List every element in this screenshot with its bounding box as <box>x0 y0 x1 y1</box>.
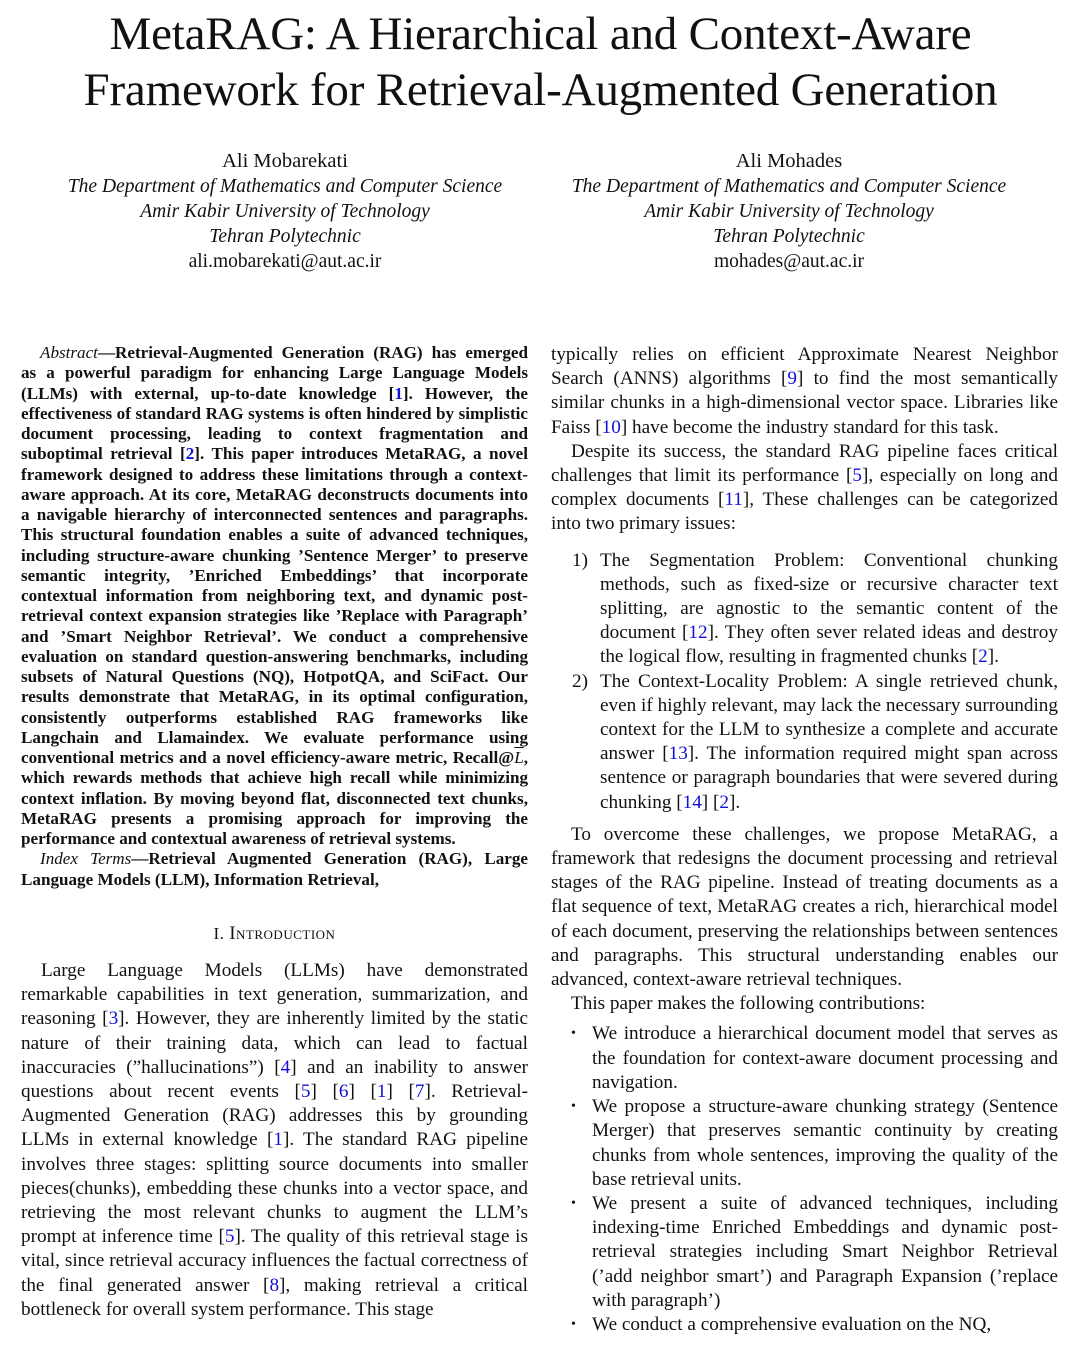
intro-paragraph-4: This paper makes the following contributions: <box>571 993 926 1015</box>
intro-paragraph-1-continued <box>551 343 1058 440</box>
author-block-1 <box>15 149 555 274</box>
citation-link[interactable]: 13 <box>668 743 688 765</box>
left-column <box>21 343 528 1322</box>
text: ]. <box>728 791 741 813</box>
citation-link[interactable]: 5 <box>852 465 862 487</box>
citation-link[interactable]: 11 <box>724 489 743 511</box>
citation-link[interactable]: 2 <box>978 646 988 668</box>
author-email[interactable]: mohades@aut.ac.ir <box>713 251 865 272</box>
list-item <box>551 670 1058 815</box>
author-department: The Department of Mathematics and Computer Science <box>571 176 1007 197</box>
intro-paragraph-3: To overcome these challenges, we propose MetaRAG, a framework that redesigns the document processing and retrieval stages of the RAG pipeline. Instead of treating documents as a flat sequence of text, MetaRAG creates a rich, hierarchical model of each document, preserving the relationships between sentences and paragraphs. This structural understanding enables our advanced, context-aware retrieval techniques. <box>551 823 1058 991</box>
citation-link[interactable]: 7 <box>414 1080 425 1102</box>
citation-link[interactable]: 9 <box>787 368 797 390</box>
author-email[interactable]: ali.mobarekati@aut.ac.ir <box>188 251 382 272</box>
text: ]. <box>987 646 999 668</box>
citation-link[interactable]: 1 <box>394 383 403 403</box>
section-number: I. <box>213 923 230 943</box>
citation-link[interactable]: 2 <box>719 791 729 813</box>
text: The Segmentation Problem: Conventional chunking methods, such as fixed-size or recursive character text splitting, are agnostic to the semantic content of the document [ <box>600 549 1058 644</box>
text: ], making retrieval a critical bottleneck for overall system performance. This stage <box>21 1274 528 1320</box>
citation-link[interactable]: 1 <box>376 1080 387 1102</box>
citation-link[interactable]: 5 <box>300 1080 311 1102</box>
text: ] [ <box>348 1080 377 1102</box>
text: ] to find the most semantically similar chunks in a high-dimensional vector space. Libraries like Faiss [ <box>551 368 1059 438</box>
abstract-text-4: , which rewards methods that achieve high recall while minimizing context inflation. By moving beyond flat, disconnected text chunks, MetaRAG presents a promising approach for improving the performance and contextual awareness of retrieval systems. <box>21 748 528 848</box>
author-department: The Department of Mathematics and Computer Science <box>67 176 503 197</box>
citation-link[interactable]: 12 <box>688 622 708 644</box>
text: ] [ <box>701 791 720 813</box>
text: ]. The quality of this retrieval stage is vital, since retrieval accuracy influences the factual correctness of the final generated answer [ <box>21 1226 528 1296</box>
paper-title-line-1: MetaRAG: A Hierarchical and Context-Aware <box>109 8 972 60</box>
intro-paragraph-1 <box>21 959 528 1322</box>
citation-link[interactable]: 10 <box>601 416 621 438</box>
text: ]. The standard RAG pipeline involves three stages: splitting source documents into smaller pieces(chunks), embedding these chunks into a vector space, and retrieving the most relevant chunks to augment the LLM’s prompt at inference time [ <box>21 1129 528 1248</box>
text: ] [ <box>310 1080 339 1102</box>
text: ]. Retrieval-Augmented Generation (RAG) addresses this by grounding LLMs in external knowledge [ <box>21 1080 529 1151</box>
intro-paragraph-2 <box>551 440 1058 537</box>
abstract-text-1: Retrieval-Augmented Generation (RAG) has emerged as a powerful paradigm for enhancing Large Language Models (LLMs) with external, up-to-date knowledge <box>21 343 528 403</box>
section-heading-introduction <box>21 922 528 946</box>
list-item <box>551 1192 1058 1313</box>
metric-symbol: $\overline{L}$ <box>514 748 524 767</box>
list-item <box>551 1313 1058 1337</box>
text: The Context-Locality Problem: A single retrieved chunk, even if highly relevant, may lack the necessary surrounding context for the LLM to synthesize a complete and accurate answer [ <box>600 670 1058 765</box>
text: typically relies on efficient Approximate Nearest Neighbor Search (ANNS) algorithms [ <box>551 344 1058 390</box>
right-column <box>551 343 1058 1337</box>
author-name: Ali Mohades <box>735 150 843 172</box>
index-terms <box>21 849 528 890</box>
list-item <box>551 1095 1058 1192</box>
author-university: Amir Kabir University of Technology <box>644 201 934 222</box>
abstract-text-2: . However, the effectiveness of standard RAG systems is often hindered by simplistic document processing, leading to context fragmentation and suboptimal retrieval <box>21 383 529 464</box>
citation-link[interactable]: 6 <box>338 1080 349 1102</box>
paper-title-line-2: Framework for Retrieval-Augmented Generation <box>83 64 998 116</box>
text: Large Language Models (LLMs) have demonstrated remarkable capabilities in text generation, summarization, and reasoning [ <box>21 959 528 1030</box>
citation-link[interactable]: 4 <box>280 1056 291 1078</box>
bullet-icon: • <box>571 1099 576 1115</box>
citation-link[interactable]: 8 <box>269 1274 280 1296</box>
text: We propose a structure-aware chunking strategy (Sentence Merger) that preserves semantic continuity by creating chunks from whole sentences, improving the quality of the base retrieval units. <box>592 1096 1058 1190</box>
index-terms-dash: — <box>131 849 149 869</box>
author-name: Ali Mobarekati <box>222 150 348 172</box>
index-terms-label: Index Terms <box>40 849 132 869</box>
bullet-icon: • <box>571 1026 576 1042</box>
list-number: 1) <box>572 549 588 571</box>
abstract-dash: — <box>97 343 116 362</box>
text: We present a suite of advanced techniques, including indexing-time Enriched Embeddings and dynamic post-retrieval strategies including Smart Neighbor Retrieval (’add neighbor smart’) and Paragraph Expansion (’replace with paragraph’) <box>592 1192 1058 1311</box>
list-number: 2) <box>572 670 588 692</box>
text: ] [ <box>386 1080 415 1102</box>
text: ], especially on long and complex documents [ <box>551 465 1058 511</box>
paper-title <box>0 6 1081 118</box>
list-item <box>551 549 1058 670</box>
abstract: Abstract—Retrieval-Augmented Generation (RAG) has emerged as a powerful paradigm for enhancing Large Language Models (LLMs) with external, up-to-date knowledge [1]. However, the effectiveness of standard RAG systems is often hindered by simplistic document processing, leading to context fragmentation and suboptimal retrieval [2]. This paper introduces MetaRAG, a novel framework designed to address these limitations through a context-aware approach. At its core, MetaRAG deconstructs documents into a navigable hierarchy of interconnected sentences and paragraphs. This structural foundation enables a suite of advanced techniques, including structure-aware chunking ’Sentence Merger’ to preserve semantic integrity, ’Enriched Embeddings’ that incorporate contextual information from neighboring text, and dynamic post-retrieval context expansion strategies like ’Replace with Paragraph’ and ’Smart Neighbor Retrieval’. We conduct a comprehensive evaluation on standard question-answering benchmarks, including subsets of Natural Questions (NQ), HotpotQA, and SciFact. Our results demonstrate that MetaRAG, in its optimal configuration, consistently outperforms established RAG frameworks like Langchain and Llamaindex. We evaluate performance using conventional metrics and a novel efficiency-aware metric, $Recall@\overline{L}$, which rewards methods that achieve high recall while minimizing context inflation. By moving beyond flat, disconnected text chunks, MetaRAG presents a promising approach for improving the performance and contextual awareness of retrieval systems. <box>21 343 529 848</box>
list-item <box>551 1022 1058 1095</box>
bullet-icon: • <box>571 1316 576 1332</box>
abstract-text-3: . This paper introduces MetaRAG, a novel framework designed to address these limitations through a context-aware approach. At its core, MetaRAG deconstructs documents into a navigable hierarchy of interconnected sentences and paragraphs. This structural foundation enables a suite of advanced techniques, including structure-aware chunking ’Sentence Merger’ to preserve semantic integrity, ’Enriched Embeddings’ that incorporate contextual information from neighboring text, and dynamic post-retrieval context expansion strategies like ’Replace with Paragraph’ and ’Smart Neighbor Retrieval’. We conduct a comprehensive evaluation on standard question-answering benchmarks, including subsets of Natural Questions (NQ), HotpotQA, and SciFact. Our results demonstrate that MetaRAG, in its optimal configuration, consistently outperforms established RAG frameworks like Langchain and Llamaindex. We evaluate performance using conventional metrics and a novel efficiency-aware metric, Recall@ <box>21 444 528 767</box>
text: ]. However, they are inherently limited by the static nature of their training data, which can lead to factual inaccuracies (”hallucinations”) [ <box>21 1008 528 1078</box>
bullet-icon: • <box>571 1195 576 1211</box>
text: We introduce a hierarchical document model that serves as the foundation for context-aware document processing and navigation. <box>592 1023 1058 1093</box>
text: ]. The information required might span across sentence or paragraph boundaries that were severed during chunking [ <box>600 743 1059 813</box>
contributions-list <box>551 1022 1058 1337</box>
citation-link[interactable]: 3 <box>108 1008 119 1030</box>
citation-link[interactable]: 2 <box>185 444 195 464</box>
text: ] and an inability to answer questions about recent events [ <box>21 1056 529 1102</box>
text: We conduct a comprehensive evaluation on the NQ, <box>592 1313 992 1335</box>
author-block-2 <box>519 149 1059 274</box>
author-institution: Tehran Polytechnic <box>713 226 865 247</box>
text: Despite its success, the standard RAG pipeline faces critical challenges that limit its performance [ <box>551 440 1058 487</box>
text: ] have become the industry standard for this task. <box>620 416 999 438</box>
citation-link[interactable]: 5 <box>224 1226 235 1248</box>
citation-link[interactable]: 14 <box>682 791 702 813</box>
section-title: Introduction <box>229 922 336 944</box>
author-institution: Tehran Polytechnic <box>209 226 361 247</box>
author-university: Amir Kabir University of Technology <box>140 201 430 222</box>
citation-link[interactable]: 1 <box>273 1129 283 1151</box>
text: ], These challenges can be categorized into two primary issues: <box>551 489 1058 535</box>
text: ]. They often sever related ideas and destroy the logical flow, resulting in fragmented chunks [ <box>600 622 1058 668</box>
index-terms-text: Retrieval Augmented Generation (RAG), Large Language Models (LLM), Information Retrieval, <box>21 849 528 889</box>
problem-list <box>551 549 1058 815</box>
abstract-label: Abstract <box>40 343 98 362</box>
